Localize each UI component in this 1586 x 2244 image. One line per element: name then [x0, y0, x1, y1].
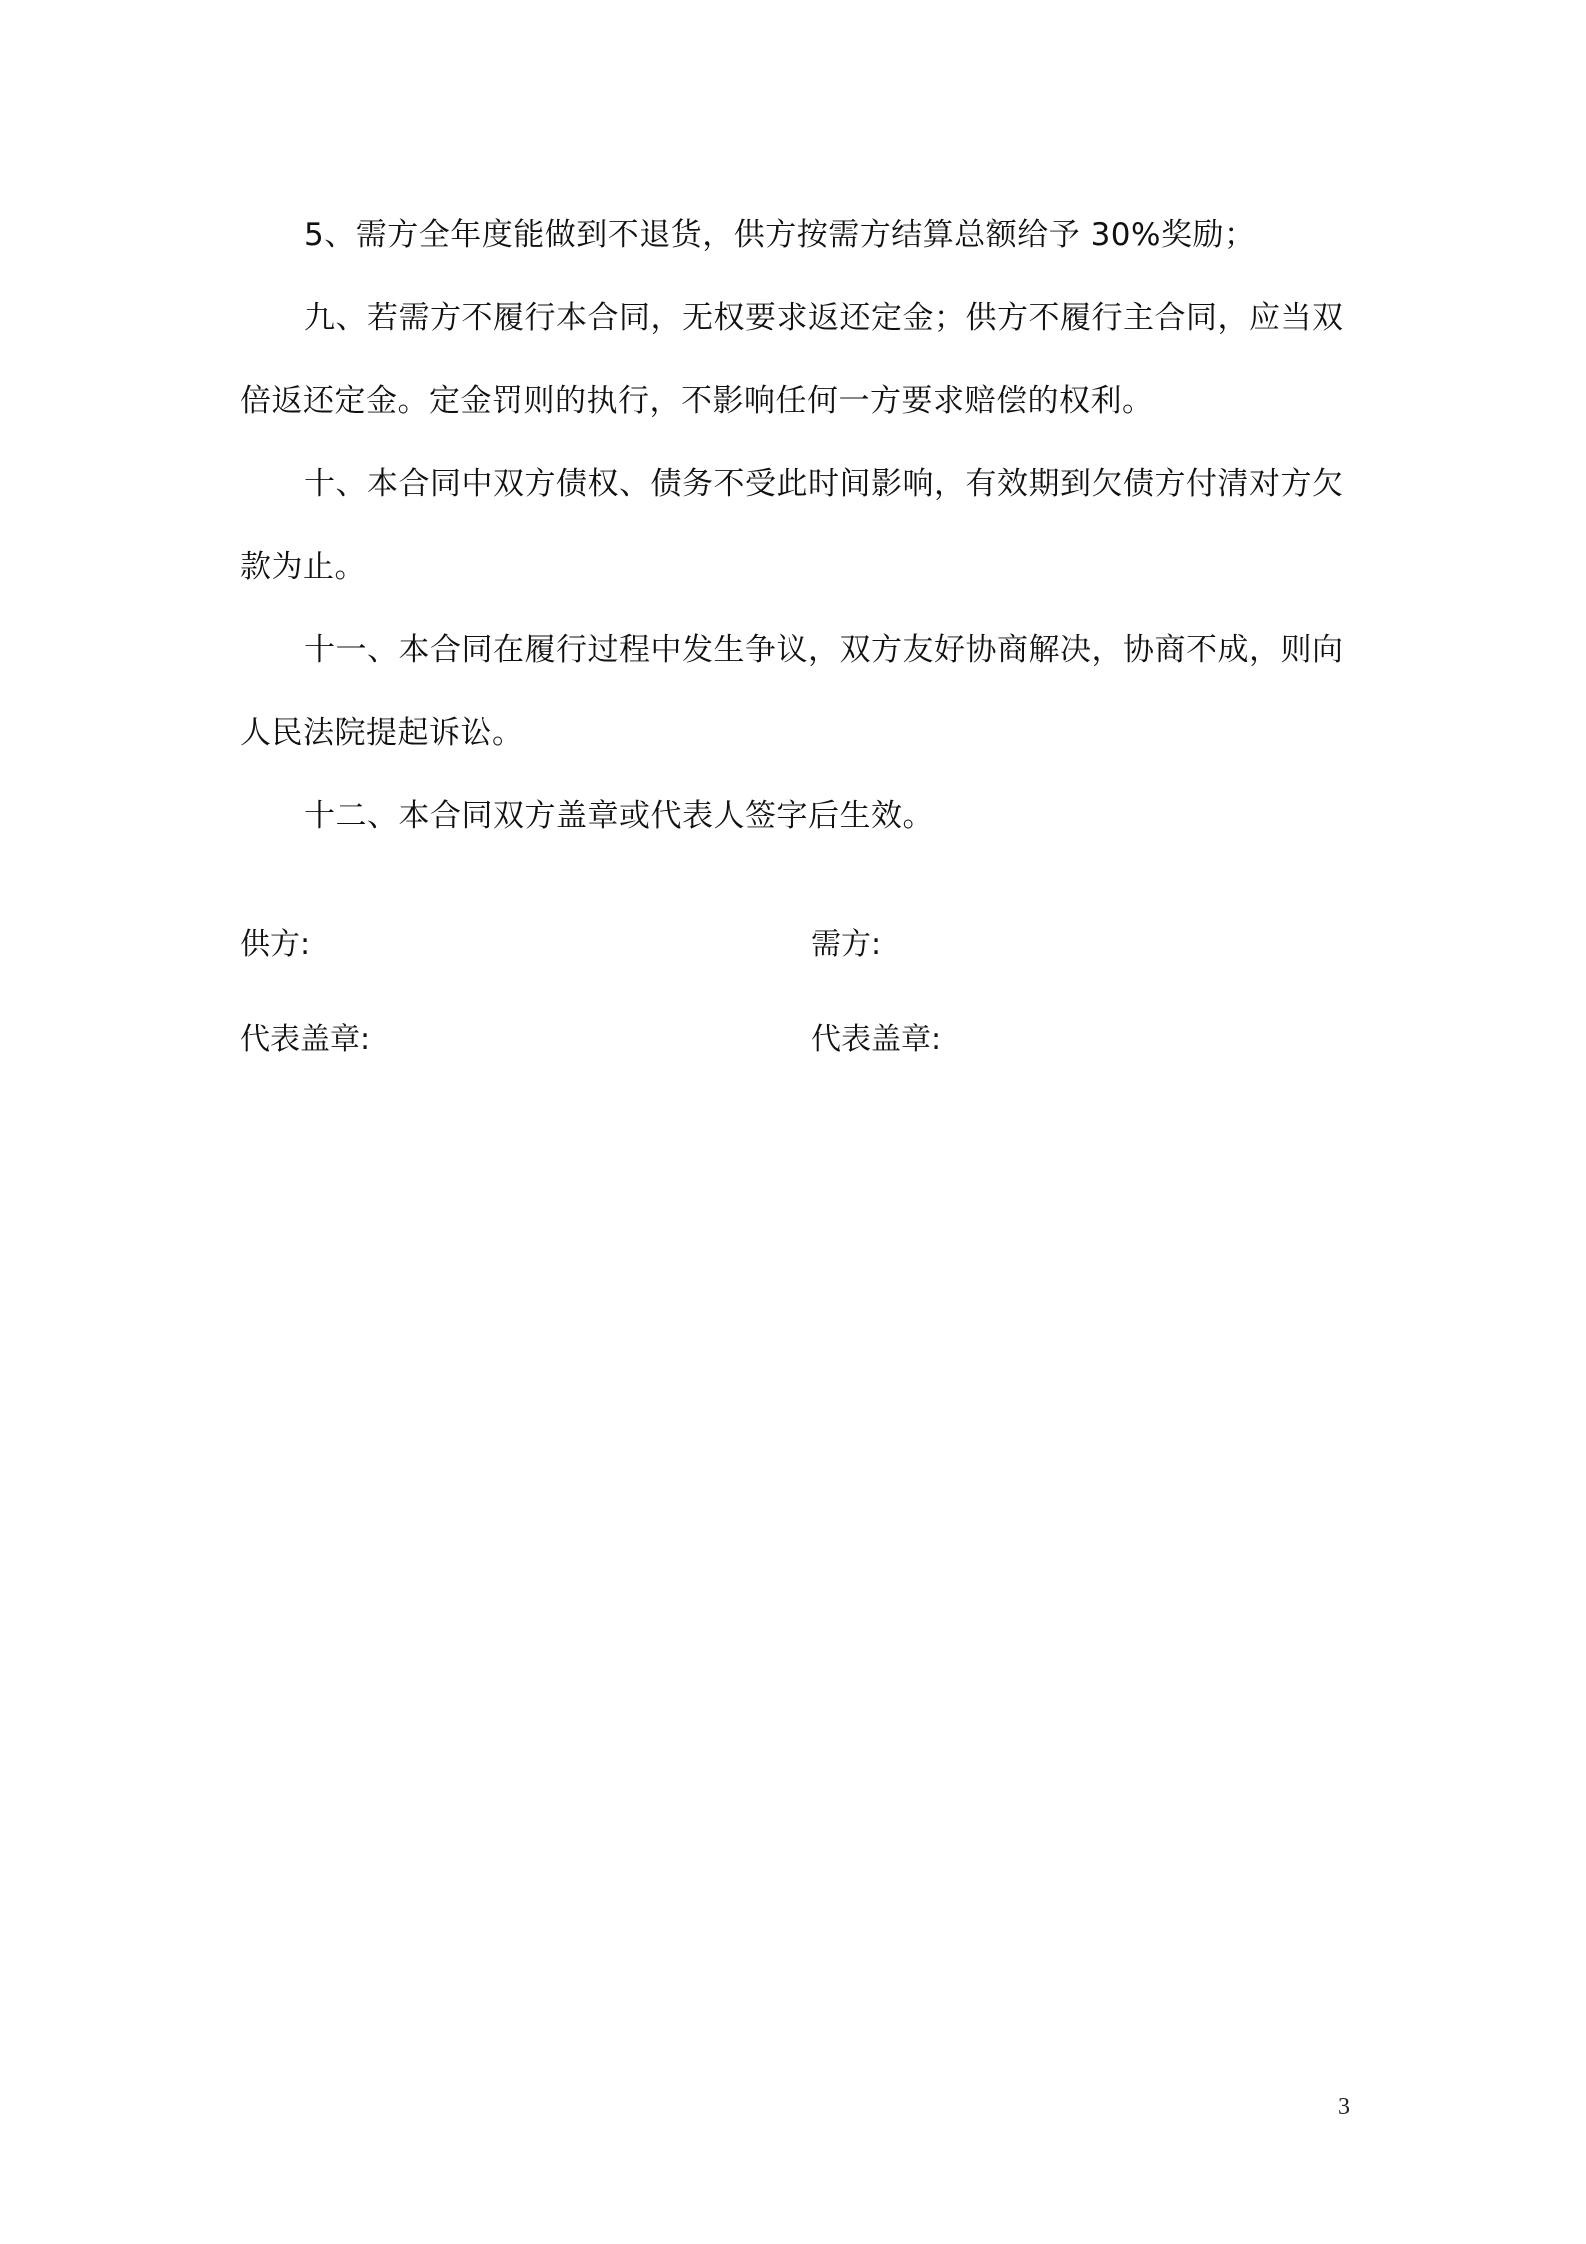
page-number: 3 [1338, 2094, 1350, 2120]
clause-12 [240, 775, 1355, 858]
supplier-label: 供方: [240, 927, 311, 962]
clause-text: 十二、本合同双方盖章或代表人签字后生效。 [304, 798, 934, 834]
clause-text: 十一、本合同在履行过程中发生争议，双方友好协商解决，协商不成，则向人民法院提起诉讼。 [240, 632, 1344, 751]
clause-9 [240, 277, 1355, 443]
demander-seal-label: 代表盖章: [811, 1022, 942, 1057]
demander-label: 需方: [811, 927, 882, 962]
clause-text: 5、需方全年度能做到不退货，供方按需方结算总额给予 30%奖励； [304, 217, 1256, 253]
clause-text: 九、若需方不履行本合同，无权要求返还定金；供方不履行主合同，应当双倍返还定金。定金罚则的执行，不影响任何一方要求赔偿的权利。 [240, 300, 1344, 419]
clause-10 [240, 443, 1355, 609]
clause-11 [240, 609, 1355, 775]
clause-8-item-5 [240, 194, 1355, 277]
supplier-seal-label: 代表盖章: [240, 1022, 371, 1057]
clause-text: 十、本合同中双方债权、债务不受此时间影响，有效期到欠债方付清对方欠款为止。 [240, 466, 1344, 585]
